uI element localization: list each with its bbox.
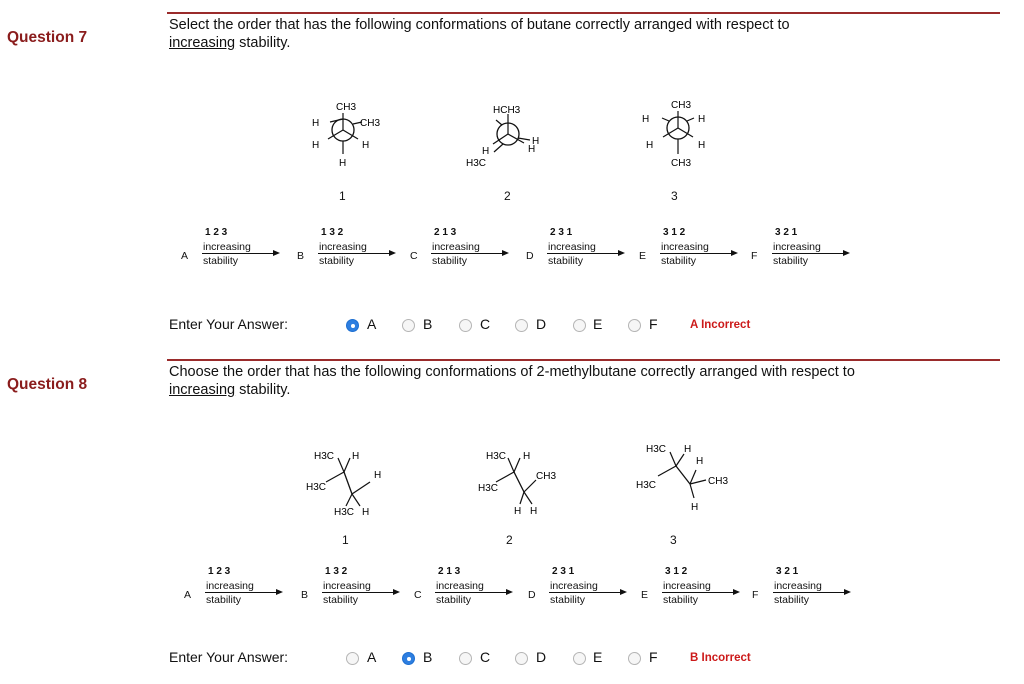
question-8-divider xyxy=(167,359,1000,361)
option-bottom: stability xyxy=(323,594,359,606)
q8-radio-b-label[interactable]: B xyxy=(423,649,433,665)
option-top: increasing xyxy=(548,241,596,253)
q7m3-bottom: CH3 xyxy=(671,158,692,169)
option-bottom: stability xyxy=(432,255,468,267)
q8-molecule-3-sawhorse xyxy=(630,440,740,520)
option-bottom: stability xyxy=(774,594,810,606)
q7m2-right: H xyxy=(532,136,540,147)
option-letter: B xyxy=(301,589,309,601)
option-letter: E xyxy=(641,589,649,601)
q7-option-a xyxy=(181,227,291,277)
question-8-prompt xyxy=(169,363,1009,399)
q8-radio-d[interactable] xyxy=(515,652,528,665)
q7-option-d xyxy=(526,227,636,277)
q8-radio-c[interactable] xyxy=(459,652,472,665)
arrow-icon xyxy=(547,253,619,254)
q8m1-topleft: H3C xyxy=(314,451,335,462)
option-top: increasing xyxy=(663,580,711,592)
q7-options-row xyxy=(0,227,1024,287)
arrow-icon xyxy=(318,253,390,254)
option-letter: C xyxy=(414,589,422,601)
question-7-label: Question 7 xyxy=(7,29,88,46)
arrow-icon xyxy=(772,253,844,254)
option-bottom: stability xyxy=(661,255,697,267)
q8-status-badge: B Incorrect xyxy=(690,652,751,664)
option-sequence: 2 3 1 xyxy=(550,227,573,238)
q7m2-lowleft: H3C xyxy=(466,158,487,169)
q7-option-b xyxy=(297,227,407,277)
option-sequence: 2 3 1 xyxy=(552,566,575,577)
prompt-line: Select the order that has the following conformations of butane correctly arranged with respect to xyxy=(169,17,790,33)
option-bottom: stability xyxy=(436,594,472,606)
q8-molecule-3-number: 3 xyxy=(670,533,677,547)
arrow-icon xyxy=(662,592,734,593)
q8m2-topright: H xyxy=(523,451,531,462)
arrow-icon xyxy=(202,253,274,254)
arrow-icon xyxy=(205,592,277,593)
q8-option-e xyxy=(641,566,751,616)
option-bottom: stability xyxy=(203,255,239,267)
q7m1-right: CH3 xyxy=(360,118,381,129)
q7-radio-c-label[interactable]: C xyxy=(480,316,491,332)
arrow-icon xyxy=(322,592,394,593)
q7-molecule-1-number: 1 xyxy=(339,189,346,203)
q8-radio-c-label[interactable]: C xyxy=(480,649,491,665)
q8-radio-b[interactable] xyxy=(402,652,415,665)
option-letter: C xyxy=(410,250,418,262)
q7-radio-d-label[interactable]: D xyxy=(536,316,547,332)
option-sequence: 1 2 3 xyxy=(208,566,231,577)
option-top: increasing xyxy=(774,580,822,592)
q8m2-bottomleft: H xyxy=(514,506,522,517)
q8m3-left: H3C xyxy=(636,480,657,491)
q7-status-badge: A Incorrect xyxy=(690,319,751,331)
option-sequence: 2 1 3 xyxy=(434,227,457,238)
prompt-underlined: increasing xyxy=(169,35,236,51)
option-sequence: 3 2 1 xyxy=(775,227,798,238)
q7-radio-a-label[interactable]: A xyxy=(367,316,377,332)
q8m2-bottomright: H xyxy=(530,506,538,517)
option-sequence: 1 2 3 xyxy=(205,227,228,238)
q8m1-bottomleft: H3C xyxy=(334,507,355,518)
question-7-prompt xyxy=(169,16,1009,52)
q8m3-topright: H xyxy=(684,444,692,455)
q7-molecule-1-newman xyxy=(300,96,390,176)
option-sequence: 3 1 2 xyxy=(665,566,688,577)
q7m1-top: CH3 xyxy=(336,102,357,113)
q7m3-lowleft: H xyxy=(646,140,654,151)
q8m1-left: H3C xyxy=(306,482,327,493)
q8-radio-d-label[interactable]: D xyxy=(536,649,547,665)
prompt-rest: stability. xyxy=(235,35,291,51)
q7-radio-f-label[interactable]: F xyxy=(649,316,658,332)
q7m2-left: H xyxy=(482,146,490,157)
q8-molecule-2-number: 2 xyxy=(506,533,513,547)
q7-radio-f[interactable] xyxy=(628,319,641,332)
arrow-icon xyxy=(549,592,621,593)
option-sequence: 3 1 2 xyxy=(663,227,686,238)
option-top: increasing xyxy=(550,580,598,592)
option-letter: E xyxy=(639,250,647,262)
q7-option-f xyxy=(751,227,861,277)
arrow-icon xyxy=(435,592,507,593)
q8m3-bottom: H xyxy=(691,502,699,513)
q7m1-lowleft: H xyxy=(312,140,320,151)
q8-option-d xyxy=(528,566,638,616)
q8-radio-e[interactable] xyxy=(573,652,586,665)
option-bottom: stability xyxy=(206,594,242,606)
option-top: increasing xyxy=(436,580,484,592)
q8m2-right: CH3 xyxy=(536,471,557,482)
q7m1-bottom: H xyxy=(339,158,347,169)
q8-option-a xyxy=(184,566,294,616)
prompt-line: Choose the order that has the following conformations of 2-methylbutane correctly arranged with respect to xyxy=(169,364,855,380)
q8-radio-f[interactable] xyxy=(628,652,641,665)
option-bottom: stability xyxy=(319,255,355,267)
option-bottom: stability xyxy=(550,594,586,606)
q8-molecule-1-sawhorse xyxy=(300,446,400,521)
q8-radio-a-label[interactable]: A xyxy=(367,649,377,665)
q7-option-e xyxy=(639,227,749,277)
q7m1-left: H xyxy=(312,118,320,129)
q8m2-topleft: H3C xyxy=(486,451,507,462)
q8m2-left: H3C xyxy=(478,483,499,494)
q8-option-c xyxy=(414,566,524,616)
q7m2-top: HCH3 xyxy=(493,105,521,116)
q8m1-bottomright: H xyxy=(362,507,370,518)
option-letter: A xyxy=(181,250,189,262)
q7-radio-c[interactable] xyxy=(459,319,472,332)
q7-radio-e[interactable] xyxy=(573,319,586,332)
q7m1-lowright: H xyxy=(362,140,370,151)
option-top: increasing xyxy=(661,241,709,253)
option-sequence: 3 2 1 xyxy=(776,566,799,577)
option-letter: A xyxy=(184,589,192,601)
q7m3-top: CH3 xyxy=(671,100,692,111)
q8-radio-a[interactable] xyxy=(346,652,359,665)
q7-option-c xyxy=(410,227,520,277)
q8m3-rightlow: CH3 xyxy=(708,476,729,487)
option-top: increasing xyxy=(203,241,251,253)
q7-molecule-3-newman xyxy=(634,96,724,176)
q8-option-b xyxy=(301,566,411,616)
q8-molecule-2-sawhorse xyxy=(470,446,580,521)
option-sequence: 2 1 3 xyxy=(438,566,461,577)
prompt-underlined: increasing xyxy=(169,382,236,398)
arrow-icon xyxy=(431,253,503,254)
q7-radio-b-label[interactable]: B xyxy=(423,316,433,332)
q7-radio-e-label[interactable]: E xyxy=(593,316,603,332)
q8-options-row xyxy=(0,566,1024,626)
option-top: increasing xyxy=(206,580,254,592)
q7-answer-label: Enter Your Answer: xyxy=(169,316,289,332)
q7-molecule-2-newman xyxy=(458,100,558,180)
prompt-rest: stability. xyxy=(235,382,291,398)
q7m3-left: H xyxy=(642,114,650,125)
q8m3-right: H xyxy=(696,456,704,467)
option-sequence: 1 3 2 xyxy=(325,566,348,577)
option-letter: B xyxy=(297,250,305,262)
option-bottom: stability xyxy=(773,255,809,267)
arrow-icon xyxy=(773,592,845,593)
q7-radio-d[interactable] xyxy=(515,319,528,332)
option-bottom: stability xyxy=(663,594,699,606)
q8-answer-label: Enter Your Answer: xyxy=(169,649,289,665)
q8m1-right: H xyxy=(374,470,382,481)
q7m3-lowright: H xyxy=(698,140,706,151)
option-top: increasing xyxy=(319,241,367,253)
option-top: increasing xyxy=(323,580,371,592)
q7-radio-b[interactable] xyxy=(402,319,415,332)
q7-molecule-3-number: 3 xyxy=(671,189,678,203)
option-letter: F xyxy=(751,250,758,262)
option-sequence: 1 3 2 xyxy=(321,227,344,238)
q7-radio-a[interactable] xyxy=(346,319,359,332)
q8-molecule-1-number: 1 xyxy=(342,533,349,547)
option-letter: D xyxy=(526,250,534,262)
q8-radio-f-label[interactable]: F xyxy=(649,649,658,665)
q8m1-topright: H xyxy=(352,451,360,462)
q7m2-right2: H xyxy=(528,144,536,155)
arrow-icon xyxy=(660,253,732,254)
question-7-divider xyxy=(167,12,1000,14)
option-letter: F xyxy=(752,589,759,601)
q7m3-right: H xyxy=(698,114,706,125)
option-top: increasing xyxy=(773,241,821,253)
q8m3-topleft: H3C xyxy=(646,444,667,455)
option-top: increasing xyxy=(432,241,480,253)
option-bottom: stability xyxy=(548,255,584,267)
option-letter: D xyxy=(528,589,536,601)
question-8-label: Question 8 xyxy=(7,376,88,393)
q8-option-f xyxy=(752,566,862,616)
q8-radio-e-label[interactable]: E xyxy=(593,649,603,665)
q7-molecule-2-number: 2 xyxy=(504,189,511,203)
